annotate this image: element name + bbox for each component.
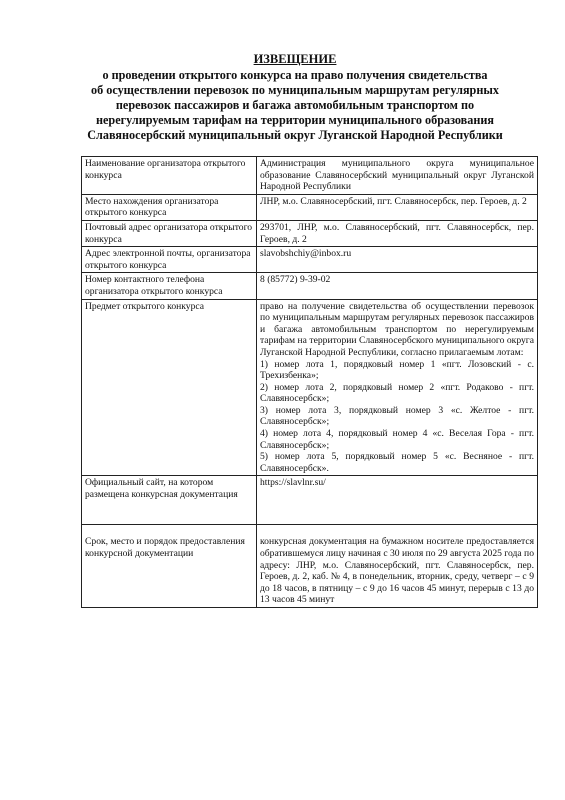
organizer-name-label: Наименование организатора открытого конкурса — [82, 157, 257, 195]
notice-title: ИЗВЕЩЕНИЕ — [253, 52, 337, 66]
email-value: slavobshchiy@inbox.ru — [257, 247, 538, 273]
terms-cell-value — [257, 525, 538, 608]
lot-item: 1) номер лота 1, порядковый номер 1 «пгт. Лозовский - с. Трехизбенка»; — [260, 358, 534, 382]
postal-address-label: Почтовый адрес организатора открытого конкурса — [82, 220, 257, 246]
terms-label: Срок, место и порядок предоставления конкурсной документации — [85, 536, 245, 560]
table-row — [82, 220, 538, 246]
lot-item: 3) номер лота 3, порядковый номер 3 «с. Желтое - пгт. Славяносербск»; — [260, 404, 534, 428]
subject-value — [257, 299, 538, 476]
subject-intro: право на получение свидетельства об осуществлении перевозок по муниципальным маршрутам регулярных перевозок пассажиров и багажа автомобильным транспортом по нерегулируемым тарифам на территории Славяносербского муниципального округа Луганской Народной Республики, согласно прилагаемым лотам: — [260, 300, 534, 358]
terms-cell — [82, 525, 257, 608]
phone-value: 8 (85772) 9-39-02 — [257, 273, 538, 299]
notice-header — [60, 52, 530, 143]
postal-address-value: 293701, ЛНР, м.о. Славяносербский, пгт. Славяносербск, пер. Героев, д. 2 — [257, 220, 538, 246]
organizer-name-value: Администрация муниципального округа муниципальное образование Славяносербский муниципальный округ Луганской Народной Республики — [257, 157, 538, 195]
lot-item: 4) номер лота 4, порядковый номер 4 «с. Веселая Гора - пгт. Славяносербск»; — [260, 428, 534, 451]
table-row — [82, 247, 538, 273]
location-label: Место нахождения организатора открытого конкурса — [82, 194, 257, 220]
notice-table — [81, 156, 538, 608]
lot-item: 5) номер лота 5, порядковый номер 5 «с. Весняное - пгт. Славяносербск». — [260, 451, 534, 474]
subject-label: Предмет открытого конкурса — [82, 299, 257, 476]
notice-subtitle-line: Славяносербский муниципальный округ Луганской Народной Республики — [87, 128, 503, 142]
website-label: Официальный сайт, на котором размещена конкурсная документация — [82, 476, 257, 525]
table-row — [82, 194, 538, 220]
table-row — [82, 476, 538, 525]
notice-subtitle-line: о проведении открытого конкурса на право получения свидетельства — [102, 68, 488, 82]
table-row — [82, 273, 538, 299]
email-label: Адрес электронной почты, организатора открытого конкурса — [82, 247, 257, 273]
table-row — [82, 157, 538, 195]
location-value: ЛНР, м.о. Славяносербский, пгт. Славяносербск, пер. Героев, д. 2 — [257, 194, 538, 220]
terms-value: конкурсная документация на бумажном носителе предоставляется обратившемуся лицу начиная с 30 июля по 29 августа 2025 года по адресу: ЛНР, м.о. Славяносербский, пгт. Славяносербск, пер. Героев, д. 2, каб. № 4, в понедельник, вторник, среду, четверг – с 9 до 18 часов, в пятницу – с 9 до 16 часов 45 минут, перерыв с 13 до 13 часов 45 минут — [260, 536, 534, 606]
notice-subtitle-line: нерегулируемым тарифам на территории муниципального образования — [95, 113, 494, 127]
website-value: https://slavlnr.su/ — [257, 476, 538, 525]
notice-subtitle-line: об осуществлении перевозок по муниципальным маршрутам регулярных — [91, 83, 499, 97]
lot-item: 2) номер лота 2, порядковый номер 2 «пгт. Родаково - пгт. Славяносербск»; — [260, 381, 534, 405]
phone-label: Номер контактного телефона организатора открытого конкурса — [82, 273, 257, 299]
notice-subtitle-line: перевозок пассажиров и багажа автомобильным транспортом по — [115, 98, 475, 112]
table-row — [82, 299, 538, 476]
table-row — [82, 525, 538, 608]
